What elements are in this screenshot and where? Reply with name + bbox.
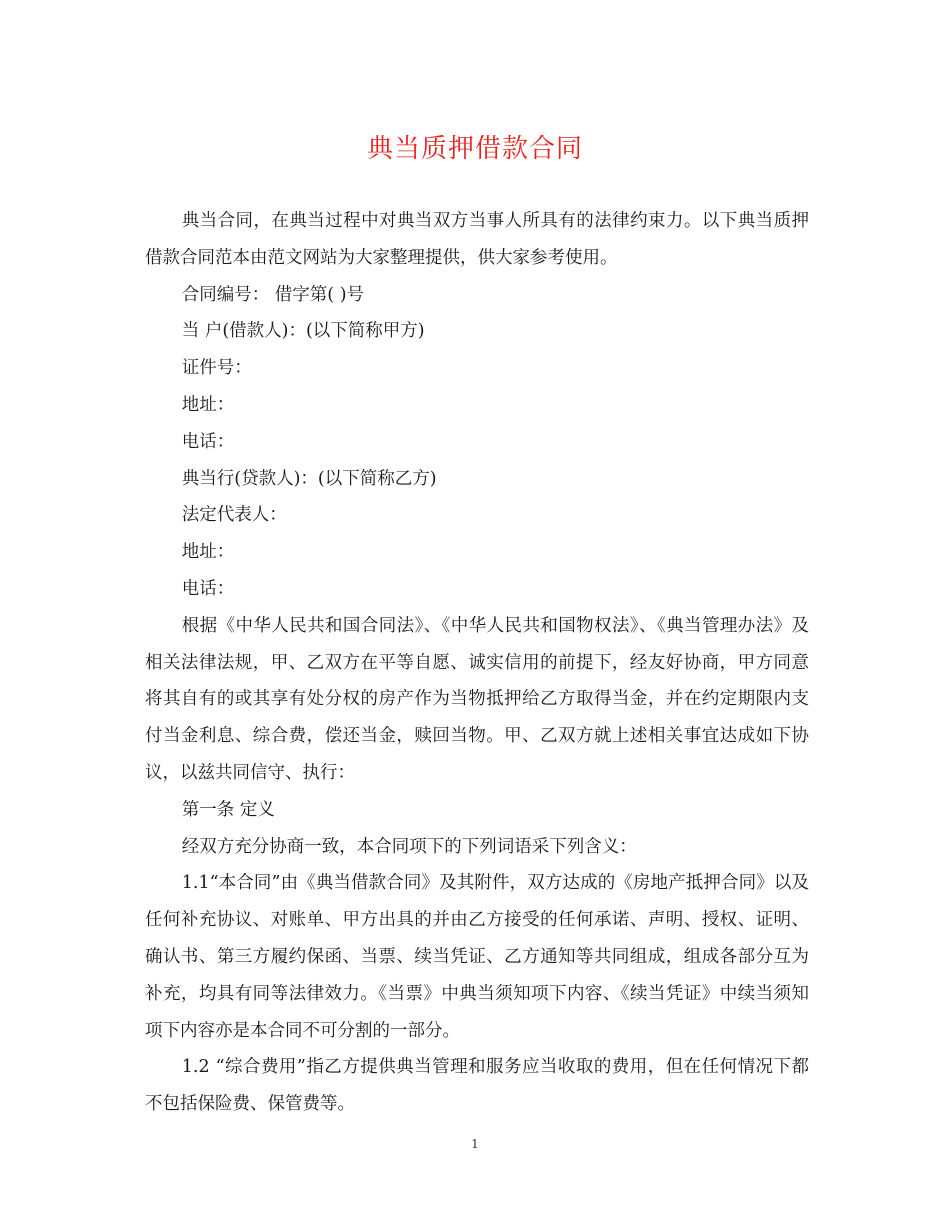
clause-1-1: 1.1“本合同”由《典当借款合同》及其附件，双方达成的《房地产抵押合同》以及任何补充协议、对账单、甲方出具的并由乙方接受的任何承诺、声明、授权、证明、确认书、第三方履约保函、当票、续当凭证、乙方通知等共同组成，组成各部分互为补充，均具有同等法律效力。《当票》中典当须知项下内容、《续当凭证》中续当须知项下内容亦是本合同不可分割的一部分。 [145,873,809,1041]
intro-paragraph: 典当合同，在典当过程中对典当双方当事人所具有的法律约束力。以下典当质押借款合同范本由范文网站为大家整理提供，供大家参考使用。 [145,211,809,268]
clause-1-2: 1.2 “综合费用”指乙方提供典当管理和服务应当收取的费用，但在任何情况下都不包括保险费、保管费等。 [145,1057,809,1115]
lender-line: 典当行(贷款人)：(以下简称乙方) [181,468,437,489]
document-body [145,203,809,1123]
article-one-heading: 第一条 定义 [181,799,275,820]
borrower-phone-line: 电话： [181,431,235,452]
definitions-intro: 经双方充分协商一致，本合同项下的下列词语采下列含义： [181,836,637,857]
legal-representative-line: 法定代表人： [181,505,287,526]
page-number: 1 [471,1137,479,1151]
lender-address-line: 地址： [181,542,235,563]
borrower-id-line: 证件号： [181,358,252,379]
contract-number-line: 合同编号： 借字第( )号 [181,284,365,305]
borrower-line: 当 户(借款人)：(以下简称甲方) [181,321,425,342]
preamble-paragraph: 根据《中华人民共和国合同法》、《中华人民共和国物权法》、《典当管理办法》及相关法律法规，甲、乙双方在平等自愿、诚实信用的前提下，经友好协商，甲方同意将其自有的或其享有处分权的房产作为当物抵押给乙方取得当金，并在约定期限内支付当金利息、综合费，偿还当金，赎回当物。甲、乙双方就上述相关事宜达成如下协议，以兹共同信守、执行： [145,615,809,783]
lender-phone-line: 电话： [181,578,235,599]
document-title: 典当质押借款合同 [366,134,583,164]
borrower-address-line: 地址： [181,394,235,415]
